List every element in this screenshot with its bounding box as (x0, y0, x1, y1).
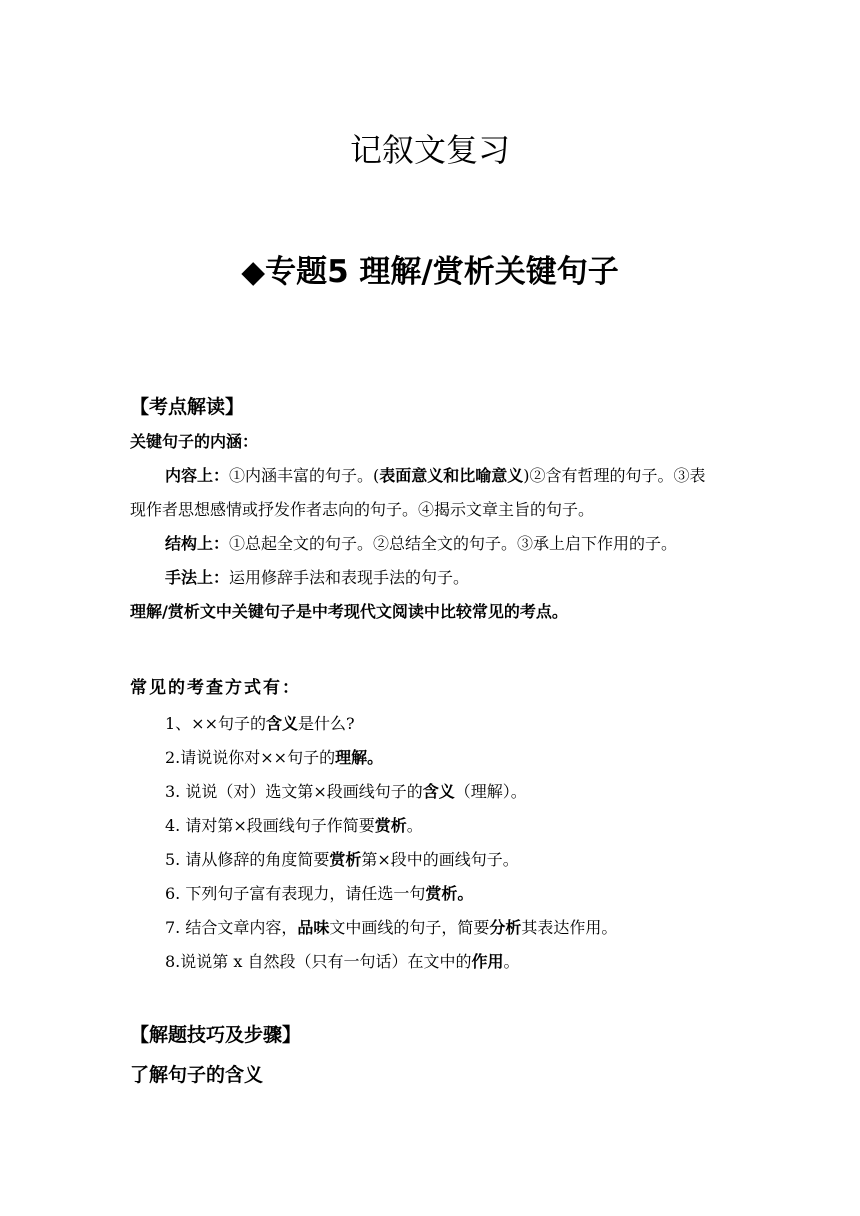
item-keyword: 作用 (471, 952, 504, 971)
section-heading-question-types: 常见的考查方式有： (130, 678, 301, 698)
section-heading-techniques: 【解题技巧及步骤】 (130, 1024, 302, 1046)
content-text-1: ①内涵丰富的句子。( (229, 466, 380, 485)
item-keyword: 赏析。 (425, 884, 474, 903)
item-text: 7. 结合文章内容， (165, 918, 298, 937)
item-keyword: 理解。 (335, 748, 384, 767)
question-type-item (165, 916, 617, 940)
section-heading-exam-points: 【考点解读】 (130, 396, 245, 418)
item-keyword: 赏析 (374, 816, 407, 835)
structure-label: 结构上： (165, 534, 230, 553)
item-text: 5. 请从修辞的角度简要 (165, 850, 330, 869)
item-keyword: 含义 (266, 714, 299, 733)
item-text: 2.请说说你对××句子的 (165, 748, 336, 767)
item-text: 4. 请对第×段画线句子作简要 (165, 816, 375, 835)
technique-line (165, 566, 469, 590)
content-line (165, 464, 706, 488)
item-text: 。 (503, 952, 520, 971)
key-sentence-intro: 关键句子的内涵： (130, 432, 259, 451)
item-keyword: 品味 (297, 918, 330, 937)
question-type-item (165, 848, 519, 872)
technique-text: 运用修辞手法和表现手法的句子。 (229, 568, 470, 587)
content-text-2: )②含有哲理的句子。③表 (523, 466, 706, 485)
content-continuation: 现作者思想感情或抒发作者志向的句子。④揭示文章主旨的句子。 (130, 500, 595, 519)
item-text: 。 (406, 816, 423, 835)
item-text: 1、××句子的 (165, 714, 266, 733)
subsection-heading-meaning: 了解句子的含义 (130, 1064, 264, 1086)
item-text: 其表达作用。 (521, 918, 618, 937)
question-type-item (165, 882, 473, 906)
content-bold: 表面意义和比喻意义 (379, 466, 524, 485)
question-type-item (165, 746, 383, 770)
item-text: 是什么? (298, 714, 355, 733)
structure-text: ①总起全文的句子。②总结全文的句子。③承上启下作用的子。 (229, 534, 678, 553)
item-keyword: 赏析 (329, 850, 362, 869)
exam-summary: 理解/赏析文中关键句子是中考现代文阅读中比较常见的考点。 (130, 602, 568, 621)
question-type-item (165, 950, 520, 974)
question-type-item (165, 780, 527, 804)
item-text: （理解）。 (454, 782, 527, 801)
document-title: 记叙文复习 (349, 131, 510, 169)
item-text: 8.说说第 x 自然段（只有一句话）在文中的 (165, 952, 472, 971)
technique-label: 手法上： (165, 568, 230, 587)
item-text: 文中画线的句子，简要 (329, 918, 490, 937)
item-keyword: 分析 (489, 918, 522, 937)
item-text: 第×段中的画线句子。 (361, 850, 519, 869)
item-text: 6. 下列句子富有表现力，请任选一句 (165, 884, 426, 903)
item-text: 3. 说说（对）选文第×段画线句子的 (165, 782, 423, 801)
structure-line (165, 532, 677, 556)
topic-subtitle: ◆专题5 理解/赏析关键句子 (241, 254, 619, 290)
question-type-item (165, 712, 355, 736)
content-label: 内容上： (165, 466, 230, 485)
question-type-item (165, 814, 423, 838)
item-keyword: 含义 (422, 782, 455, 801)
